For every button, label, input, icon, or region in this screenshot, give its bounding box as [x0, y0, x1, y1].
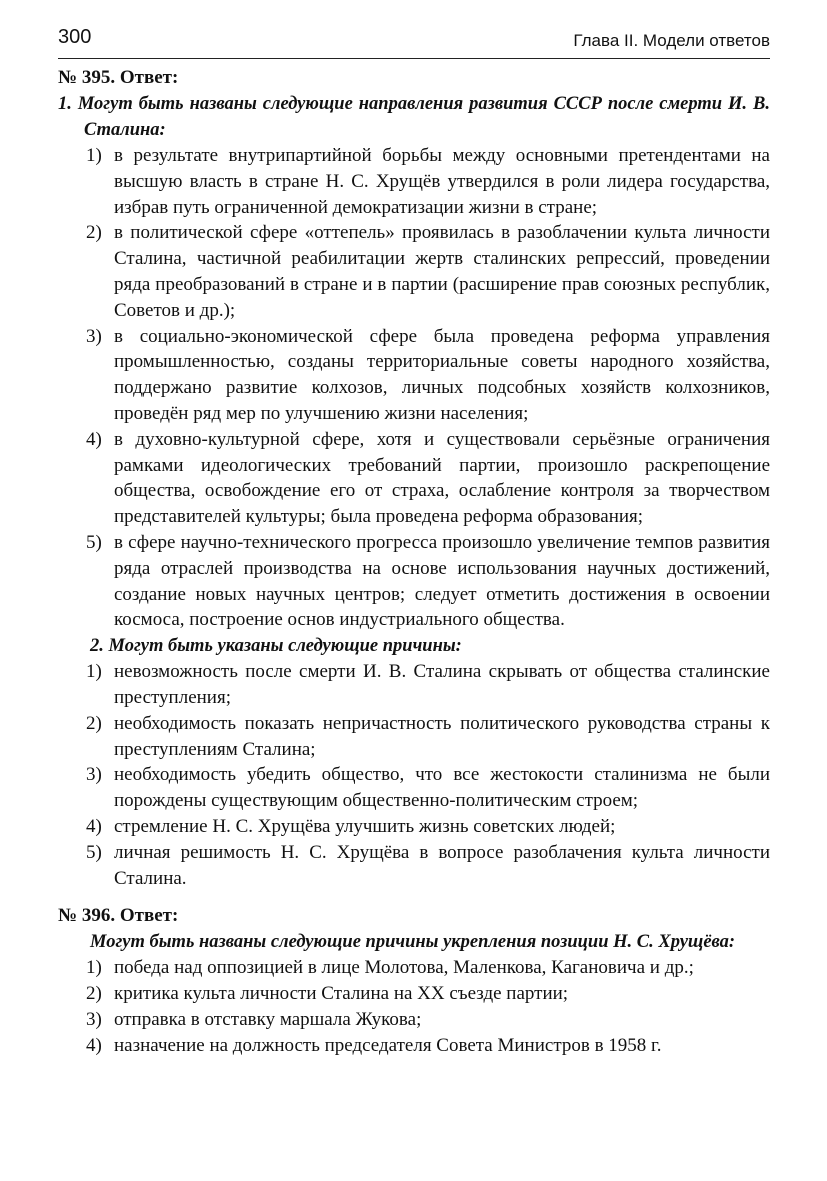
list-item	[58, 814, 770, 840]
item-text: невозможность после смерти И. В. Сталина скрывать от общества сталинские преступления;	[114, 661, 770, 708]
item-number: 3)	[86, 764, 102, 786]
answer-heading-395: № 395. Ответ:	[58, 67, 179, 88]
item-text: назначение на должность председателя Совета Министров в 1958 г.	[114, 1034, 662, 1056]
list-item	[58, 427, 770, 530]
item-text: критика культа личности Сталина на XX съезде партии;	[114, 983, 569, 1005]
list-item	[58, 324, 770, 427]
item-text: в духовно-культурной сфере, хотя и существовали серьёзные ограничения рамками идеологических требований партии, произошло раскрепощение общества, освобождение его от страха, ослабление контроля за творчеством представителей культуры; была проведена реформа образования;	[114, 428, 770, 528]
khrushchev-reasons-list	[58, 955, 770, 1058]
page-number: 300	[58, 26, 92, 48]
item-number: 1)	[86, 957, 102, 979]
item-number: 3)	[86, 1008, 102, 1030]
item-number: 4)	[86, 815, 102, 837]
reasons-list	[58, 659, 770, 891]
item-number: 1)	[86, 661, 102, 683]
list-item	[58, 711, 770, 763]
list-item	[58, 1033, 770, 1059]
directions-list	[58, 143, 770, 633]
item-text: в сфере научно-технического прогресса произошло увеличение темпов развития ряда отраслей производства на основе использования научных достижений, создание новых научных центров; следует отметить достижения в освоении космоса, построение основ индустриального общества.	[114, 531, 770, 631]
item-number: 4)	[86, 428, 102, 450]
item-text: в социально-экономической сфере была проведена реформа управления промышленностью, созданы территориальные советы народного хозяйства, поддержано развитие колхозов, личных подсобных хозяйств колхозников, проведён ряд мер по улучшению жизни населения;	[114, 325, 770, 424]
answer-heading-396: № 396. Ответ:	[58, 905, 179, 927]
list-item	[58, 762, 770, 814]
item-text: необходимость показать непричастность политического руководства страны к преступлениям Сталина;	[114, 712, 770, 760]
section-heading-khrushchev: Могут быть названы следующие причины укрепления позиции Н. С. Хрущёва:	[90, 932, 736, 953]
item-text: необходимость убедить общество, что все жестокости сталинизма не были порождены существующим общественно-политическим строем;	[114, 764, 770, 812]
item-number: 2)	[86, 222, 102, 244]
list-item	[58, 659, 770, 711]
page-header	[58, 22, 770, 59]
section-heading-reasons: 2. Могут быть указаны следующие причины:	[90, 636, 462, 657]
item-text: стремление Н. С. Хрущёва улучшить жизнь советских людей;	[114, 815, 616, 837]
book-page	[58, 22, 770, 1059]
list-item	[58, 840, 770, 892]
list-item	[58, 1007, 770, 1033]
item-text: отправка в отставку маршала Жукова;	[114, 1008, 422, 1030]
item-text: в результате внутрипартийной борьбы между основными претендентами на высшую власть в стране Н. С. Хрущёв утвердился в роли лидера государства, избрав путь ограниченной демократизации жизни в стране;	[114, 145, 770, 218]
list-item	[58, 143, 770, 220]
item-number: 3)	[86, 325, 102, 347]
list-item	[58, 955, 770, 981]
item-text: победа над оппозицией в лице Молотова, Маленкова, Кагановича и др.;	[114, 957, 694, 979]
list-item	[58, 981, 770, 1007]
section-heading-directions: 1. Могут быть названы следующие направления развития СССР после смерти И. В. Сталина:	[58, 94, 770, 140]
item-number: 5)	[86, 841, 102, 863]
list-item	[58, 220, 770, 323]
item-number: 2)	[86, 983, 102, 1005]
item-number: 4)	[86, 1034, 102, 1056]
item-text: личная решимость Н. С. Хрущёва в вопросе разоблачения культа личности Сталина.	[114, 841, 770, 889]
item-text: в политической сфере «оттепель» проявилась в разоблачении культа личности Сталина, частичной реабилитации жертв сталинских репрессий, проведении ряда преобразований в стране и в партии (расширение прав союзных республик, Советов и др.);	[114, 222, 770, 321]
item-number: 5)	[86, 531, 102, 553]
item-number: 2)	[86, 712, 102, 734]
item-number: 1)	[86, 145, 102, 166]
running-head: Глава II. Модели ответов	[573, 31, 770, 50]
list-item	[58, 530, 770, 633]
